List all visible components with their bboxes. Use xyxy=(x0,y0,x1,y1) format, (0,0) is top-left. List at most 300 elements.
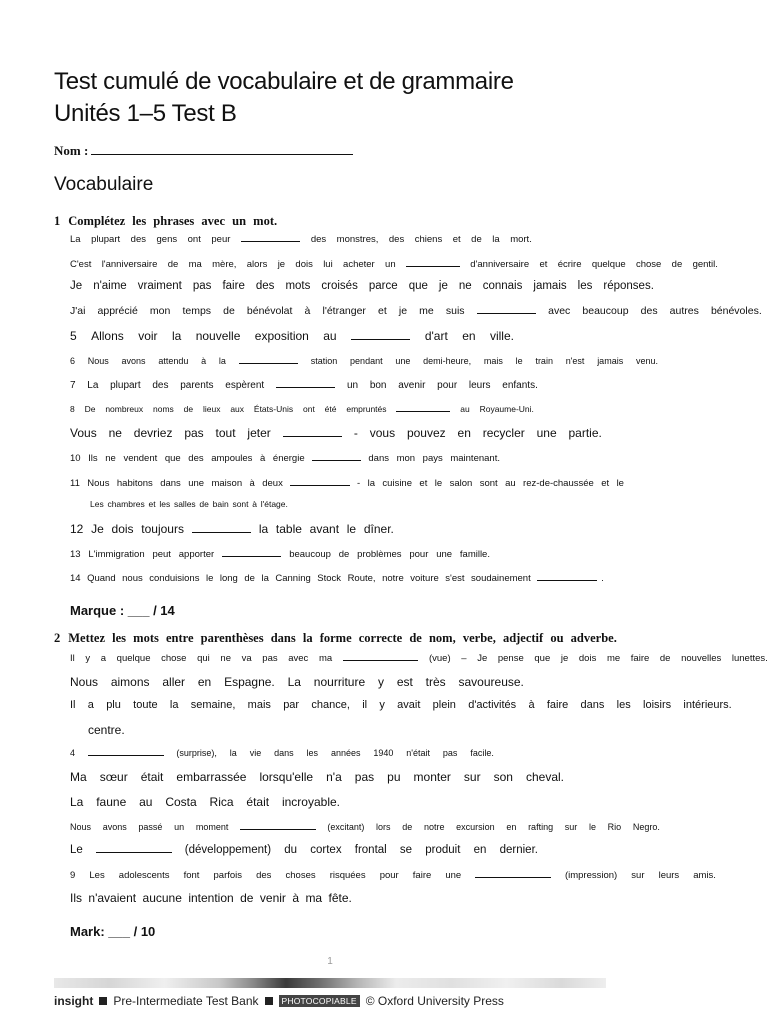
word: une xyxy=(188,478,205,489)
word: une xyxy=(436,549,453,560)
word: et xyxy=(148,499,156,509)
word: venir xyxy=(259,891,286,905)
word: le xyxy=(205,573,214,584)
word: vraiment xyxy=(137,280,182,292)
word: aucune xyxy=(142,891,182,905)
answer-blank[interactable] xyxy=(239,354,298,364)
word: pour xyxy=(437,380,458,391)
word: Royaume-Uni. xyxy=(479,404,534,414)
word: - xyxy=(353,426,358,440)
word: la xyxy=(492,234,500,245)
word: ne xyxy=(108,426,122,440)
word: bon xyxy=(369,380,387,391)
word: les xyxy=(159,499,171,509)
word: ma xyxy=(305,891,323,905)
word: va xyxy=(241,653,252,664)
word: (excitant) xyxy=(327,822,365,832)
word: 5 xyxy=(70,329,77,343)
word: au xyxy=(323,329,337,343)
word: Je xyxy=(477,653,488,664)
word: lorsqu'elle xyxy=(259,770,314,784)
word: que xyxy=(164,453,181,464)
word: mais xyxy=(483,356,503,366)
answer-blank[interactable] xyxy=(290,476,349,486)
word: sœur xyxy=(99,770,128,784)
exercise-line xyxy=(90,499,288,509)
word: alors xyxy=(246,259,268,270)
word: monstres, xyxy=(336,234,379,245)
word: tout xyxy=(215,426,236,440)
word: de xyxy=(240,891,254,905)
word: peut xyxy=(152,549,171,560)
word: chiens xyxy=(414,234,443,245)
answer-blank[interactable] xyxy=(96,843,172,853)
word: (impression) xyxy=(564,870,618,881)
word: l'étage. xyxy=(260,499,288,509)
word: Nous xyxy=(87,478,110,489)
word: Rica xyxy=(209,795,234,809)
word: d'activités xyxy=(468,699,517,711)
word: ville. xyxy=(489,329,514,343)
word: nourriture xyxy=(313,675,366,689)
word: vous xyxy=(369,426,396,440)
word: moment xyxy=(195,822,229,832)
word: à xyxy=(249,478,255,489)
word: chose xyxy=(161,653,187,664)
exercise-line xyxy=(70,232,532,245)
word: 4 xyxy=(70,748,76,758)
word: sur xyxy=(631,870,645,881)
photocopiable-badge: PHOTOCOPIABLE xyxy=(279,995,360,1007)
period: . xyxy=(601,573,604,584)
word: nouvelle xyxy=(195,329,241,343)
word: loisirs xyxy=(643,699,672,711)
word: pour xyxy=(379,870,399,881)
word: n'est xyxy=(565,356,585,366)
word: demi-heure, xyxy=(423,356,472,366)
word: plupart xyxy=(110,380,141,391)
word: autres xyxy=(669,305,699,317)
exercise-2-instruction-text: Mettez les mots entre parenthèses dans la forme correcte de nom, verbe, adjectif ou adverbe. xyxy=(68,631,617,645)
word: me xyxy=(419,305,434,317)
word: chambres xyxy=(107,499,145,509)
square-bullet-icon xyxy=(99,997,107,1005)
answer-blank[interactable] xyxy=(396,402,450,412)
word: quelque xyxy=(116,653,151,664)
word: parfois xyxy=(213,870,243,881)
word: intention xyxy=(188,891,234,905)
word: station xyxy=(310,356,338,366)
word: Je xyxy=(70,280,83,292)
word: intérieurs. xyxy=(683,699,732,711)
word: choses xyxy=(285,870,316,881)
word: des xyxy=(130,234,146,245)
word: est xyxy=(396,675,413,689)
word: faire xyxy=(546,699,569,711)
word: l'anniversaire xyxy=(101,259,158,270)
word: pas xyxy=(442,748,458,758)
answer-blank[interactable] xyxy=(351,330,410,340)
exercise-line xyxy=(70,651,768,664)
word: un xyxy=(174,822,185,832)
word: leurs xyxy=(468,380,491,391)
word: sont xyxy=(479,478,498,489)
word: semaine, xyxy=(190,699,236,711)
word: mon xyxy=(396,453,416,464)
word: mort. xyxy=(510,234,532,245)
word: États-Unis xyxy=(253,404,294,414)
word: années xyxy=(330,748,361,758)
word: La xyxy=(87,380,99,391)
word: Vous xyxy=(70,426,97,440)
word: nouvelles xyxy=(681,653,722,664)
word: 8 xyxy=(70,404,75,414)
exercise-line xyxy=(70,451,500,464)
word: toute xyxy=(133,699,158,711)
exercise-line xyxy=(70,571,604,584)
name-field xyxy=(54,143,353,159)
word: Route, xyxy=(347,573,376,584)
word: ont xyxy=(187,234,201,245)
word: ne xyxy=(105,453,116,464)
word: beaucoup xyxy=(582,305,629,317)
word: Rio xyxy=(607,822,622,832)
word: de xyxy=(244,573,255,584)
word: monter xyxy=(413,770,451,784)
word: – xyxy=(461,653,467,664)
word: Ils xyxy=(70,891,82,905)
answer-blank[interactable] xyxy=(537,571,596,581)
word: notre xyxy=(423,822,445,832)
word: 6 xyxy=(70,356,76,366)
footer-photo-strip xyxy=(54,978,606,988)
word: énergie xyxy=(272,453,305,464)
word: Il xyxy=(70,699,76,711)
word: son xyxy=(493,770,513,784)
answer-blank[interactable] xyxy=(343,651,419,661)
word: et xyxy=(601,478,610,489)
word: d'anniversaire xyxy=(470,259,530,270)
word: Ils xyxy=(88,453,98,464)
exercise-line xyxy=(70,746,494,758)
word: n'avaient xyxy=(88,891,137,905)
word: Il xyxy=(70,653,75,664)
word: des xyxy=(152,380,169,391)
word: de xyxy=(338,549,350,560)
word: conduisions xyxy=(149,573,200,584)
exercise-line xyxy=(70,280,654,292)
word: je xyxy=(398,305,408,317)
exercise-line xyxy=(70,868,716,881)
exercise-line xyxy=(70,329,514,343)
word: en xyxy=(197,675,212,689)
word: y xyxy=(379,699,385,711)
section-heading: Vocabulaire xyxy=(54,174,154,195)
word: chose xyxy=(635,259,662,270)
footer xyxy=(54,994,504,1008)
word: a xyxy=(87,699,94,711)
word: dois xyxy=(578,653,597,664)
word: (surprise), xyxy=(176,748,217,758)
answer-blank[interactable] xyxy=(477,304,536,314)
word: avenir xyxy=(398,380,426,391)
word: apporter xyxy=(178,549,215,560)
word: Stock xyxy=(317,573,342,584)
word: le xyxy=(515,356,523,366)
word: 10 xyxy=(70,453,81,464)
word: savoureuse. xyxy=(458,675,524,689)
word: de xyxy=(671,259,683,270)
word: Negro. xyxy=(632,822,660,832)
word: des xyxy=(255,280,275,292)
word: pas xyxy=(262,653,278,664)
word: dernier. xyxy=(499,844,538,856)
word: cheval. xyxy=(525,770,564,784)
title-line-1: Test cumulé de vocabulaire et de grammaire xyxy=(54,68,514,95)
word: La xyxy=(287,675,301,689)
answer-blank[interactable] xyxy=(240,820,316,830)
word: je xyxy=(560,653,569,664)
word: par xyxy=(283,699,300,711)
word: il xyxy=(362,699,368,711)
word: De xyxy=(84,404,96,414)
word: dans xyxy=(368,453,389,464)
word: 13 xyxy=(70,549,81,560)
exercise-line xyxy=(70,675,524,689)
word: la xyxy=(218,356,226,366)
word: Espagne. xyxy=(224,675,275,689)
exercise-line xyxy=(70,795,340,809)
word: mais xyxy=(247,699,271,711)
word: avec xyxy=(288,653,309,664)
word: facile. xyxy=(470,748,494,758)
exercise-1-instruction-text: Complétez les phrases avec un mot. xyxy=(68,214,278,228)
word: plein xyxy=(432,699,456,711)
square-bullet-icon xyxy=(265,997,273,1005)
word: l'étranger xyxy=(322,305,366,317)
word: de xyxy=(659,653,671,664)
word: au xyxy=(460,404,470,414)
word: rafting xyxy=(528,822,554,832)
word: 12 xyxy=(70,522,84,536)
answer-blank[interactable] xyxy=(276,378,335,388)
word: le xyxy=(616,478,624,489)
word: recycler xyxy=(482,426,525,440)
word: une xyxy=(395,356,411,366)
word: nous xyxy=(122,573,143,584)
word: les xyxy=(577,280,593,292)
answer-blank[interactable] xyxy=(192,523,251,533)
word: lunettes. xyxy=(731,653,768,664)
title-line-2: Unités 1–5 Test B xyxy=(54,100,237,127)
word: que xyxy=(534,653,551,664)
word: connais xyxy=(482,280,523,292)
word: avant xyxy=(309,522,340,536)
exercise-1-number: 1 xyxy=(54,214,61,228)
word: une xyxy=(536,426,557,440)
word: pas xyxy=(192,280,212,292)
word: Les xyxy=(90,499,104,509)
word: de xyxy=(183,404,194,414)
word: aller xyxy=(162,675,186,689)
word: de xyxy=(471,234,482,245)
word: adolescents xyxy=(118,870,170,881)
word: cortex xyxy=(310,844,342,856)
word: la xyxy=(367,478,376,489)
word: pays xyxy=(422,453,443,464)
exercise-line xyxy=(70,476,624,489)
word: avons xyxy=(121,356,146,366)
word: gens xyxy=(156,234,178,245)
word: ne xyxy=(458,280,472,292)
word: pas xyxy=(354,770,375,784)
word: et xyxy=(539,259,548,270)
page-number: 1 xyxy=(327,956,333,967)
word: mère, xyxy=(212,259,237,270)
exercise-line xyxy=(70,820,660,832)
answer-blank[interactable] xyxy=(222,547,281,557)
word: la xyxy=(261,573,269,584)
word: écrire xyxy=(557,259,582,270)
word: qui xyxy=(197,653,210,664)
word: habitons xyxy=(116,478,153,489)
word: (vue) xyxy=(428,653,451,664)
word: pas xyxy=(184,426,204,440)
word: C'est xyxy=(70,259,92,270)
word: enfants. xyxy=(502,380,538,391)
word: beaucoup xyxy=(289,549,331,560)
word: dois xyxy=(295,259,313,270)
word: et xyxy=(419,478,428,489)
word: centre. xyxy=(88,723,125,737)
word: leurs xyxy=(658,870,680,881)
exercise-1-mark: Marque : ___ / 14 xyxy=(70,603,175,618)
footer-publisher: © Oxford University Press xyxy=(365,994,504,1008)
word: pouvez xyxy=(406,426,446,440)
word: sur xyxy=(564,822,578,832)
word: Le xyxy=(70,844,83,856)
word: en xyxy=(462,329,476,343)
word: long xyxy=(219,573,238,584)
word: que xyxy=(408,280,428,292)
word: famille. xyxy=(459,549,490,560)
word: devriez xyxy=(133,426,173,440)
exercise-line xyxy=(70,378,538,391)
word: à xyxy=(528,699,535,711)
word: la xyxy=(229,748,237,758)
word: et xyxy=(378,305,387,317)
word: de xyxy=(199,499,209,509)
word: Quand xyxy=(87,573,116,584)
word: salon xyxy=(449,478,473,489)
word: passé xyxy=(138,822,163,832)
exercise-line xyxy=(70,891,352,905)
word: n'était xyxy=(406,748,431,758)
word: 7 xyxy=(70,380,76,391)
word: vie xyxy=(249,748,262,758)
word: noms xyxy=(153,404,174,414)
word: acheter xyxy=(343,259,375,270)
word: le xyxy=(434,478,443,489)
word: je xyxy=(277,259,286,270)
word: la xyxy=(171,329,182,343)
word: temps xyxy=(182,305,212,317)
word: des xyxy=(388,234,405,245)
word: jamais xyxy=(597,356,624,366)
word: incroyable. xyxy=(281,795,340,809)
word: lors xyxy=(376,822,391,832)
answer-blank[interactable] xyxy=(283,427,342,437)
word: n'a xyxy=(326,770,342,784)
word: s'est xyxy=(445,573,465,584)
word: à xyxy=(292,891,300,905)
answer-blank[interactable] xyxy=(475,868,551,878)
word: sont xyxy=(232,499,249,509)
word: produit xyxy=(425,844,461,856)
name-label: Nom : xyxy=(54,143,89,158)
word: voiture xyxy=(410,573,439,584)
word: aimons xyxy=(110,675,150,689)
word: du xyxy=(284,844,298,856)
word: était xyxy=(140,770,164,784)
word: train xyxy=(535,356,553,366)
word: Nous xyxy=(70,822,92,832)
word: au xyxy=(139,795,153,809)
word: un xyxy=(385,259,396,270)
word: L'immigration xyxy=(88,549,145,560)
word: La xyxy=(70,234,81,245)
word: J'ai xyxy=(70,305,86,317)
word: empruntés xyxy=(346,404,387,414)
word: dans xyxy=(274,748,294,758)
word: je xyxy=(438,280,448,292)
word: au xyxy=(505,478,516,489)
exercise-line xyxy=(70,699,732,711)
word: lieux xyxy=(202,404,221,414)
word: apprécié xyxy=(97,305,138,317)
word: jeter xyxy=(247,426,271,440)
word: deux xyxy=(262,478,283,489)
answer-blank[interactable] xyxy=(241,232,300,242)
word: à xyxy=(252,499,257,509)
word: avec xyxy=(548,305,571,317)
word: lui xyxy=(323,259,333,270)
name-blank[interactable] xyxy=(91,143,353,155)
word: les xyxy=(616,699,631,711)
word: Nous xyxy=(70,675,99,689)
word: embarrassée xyxy=(176,770,247,784)
word: suis xyxy=(445,305,465,317)
word: toujours xyxy=(141,522,184,536)
word: ne xyxy=(220,653,231,664)
word: plupart xyxy=(91,234,121,245)
word: excursion xyxy=(456,822,495,832)
word: un xyxy=(346,380,359,391)
answer-blank[interactable] xyxy=(312,451,361,461)
answer-blank[interactable] xyxy=(406,257,460,267)
word: avait xyxy=(397,699,421,711)
word: gentil. xyxy=(692,259,718,270)
word: sur xyxy=(463,770,481,784)
word: le xyxy=(588,822,596,832)
answer-blank[interactable] xyxy=(88,746,164,756)
word: de xyxy=(223,305,235,317)
word: réponses. xyxy=(603,280,654,292)
exercise-line xyxy=(70,547,490,560)
word: dans xyxy=(160,478,181,489)
word: risquées xyxy=(329,870,366,881)
word: voir xyxy=(138,329,158,343)
